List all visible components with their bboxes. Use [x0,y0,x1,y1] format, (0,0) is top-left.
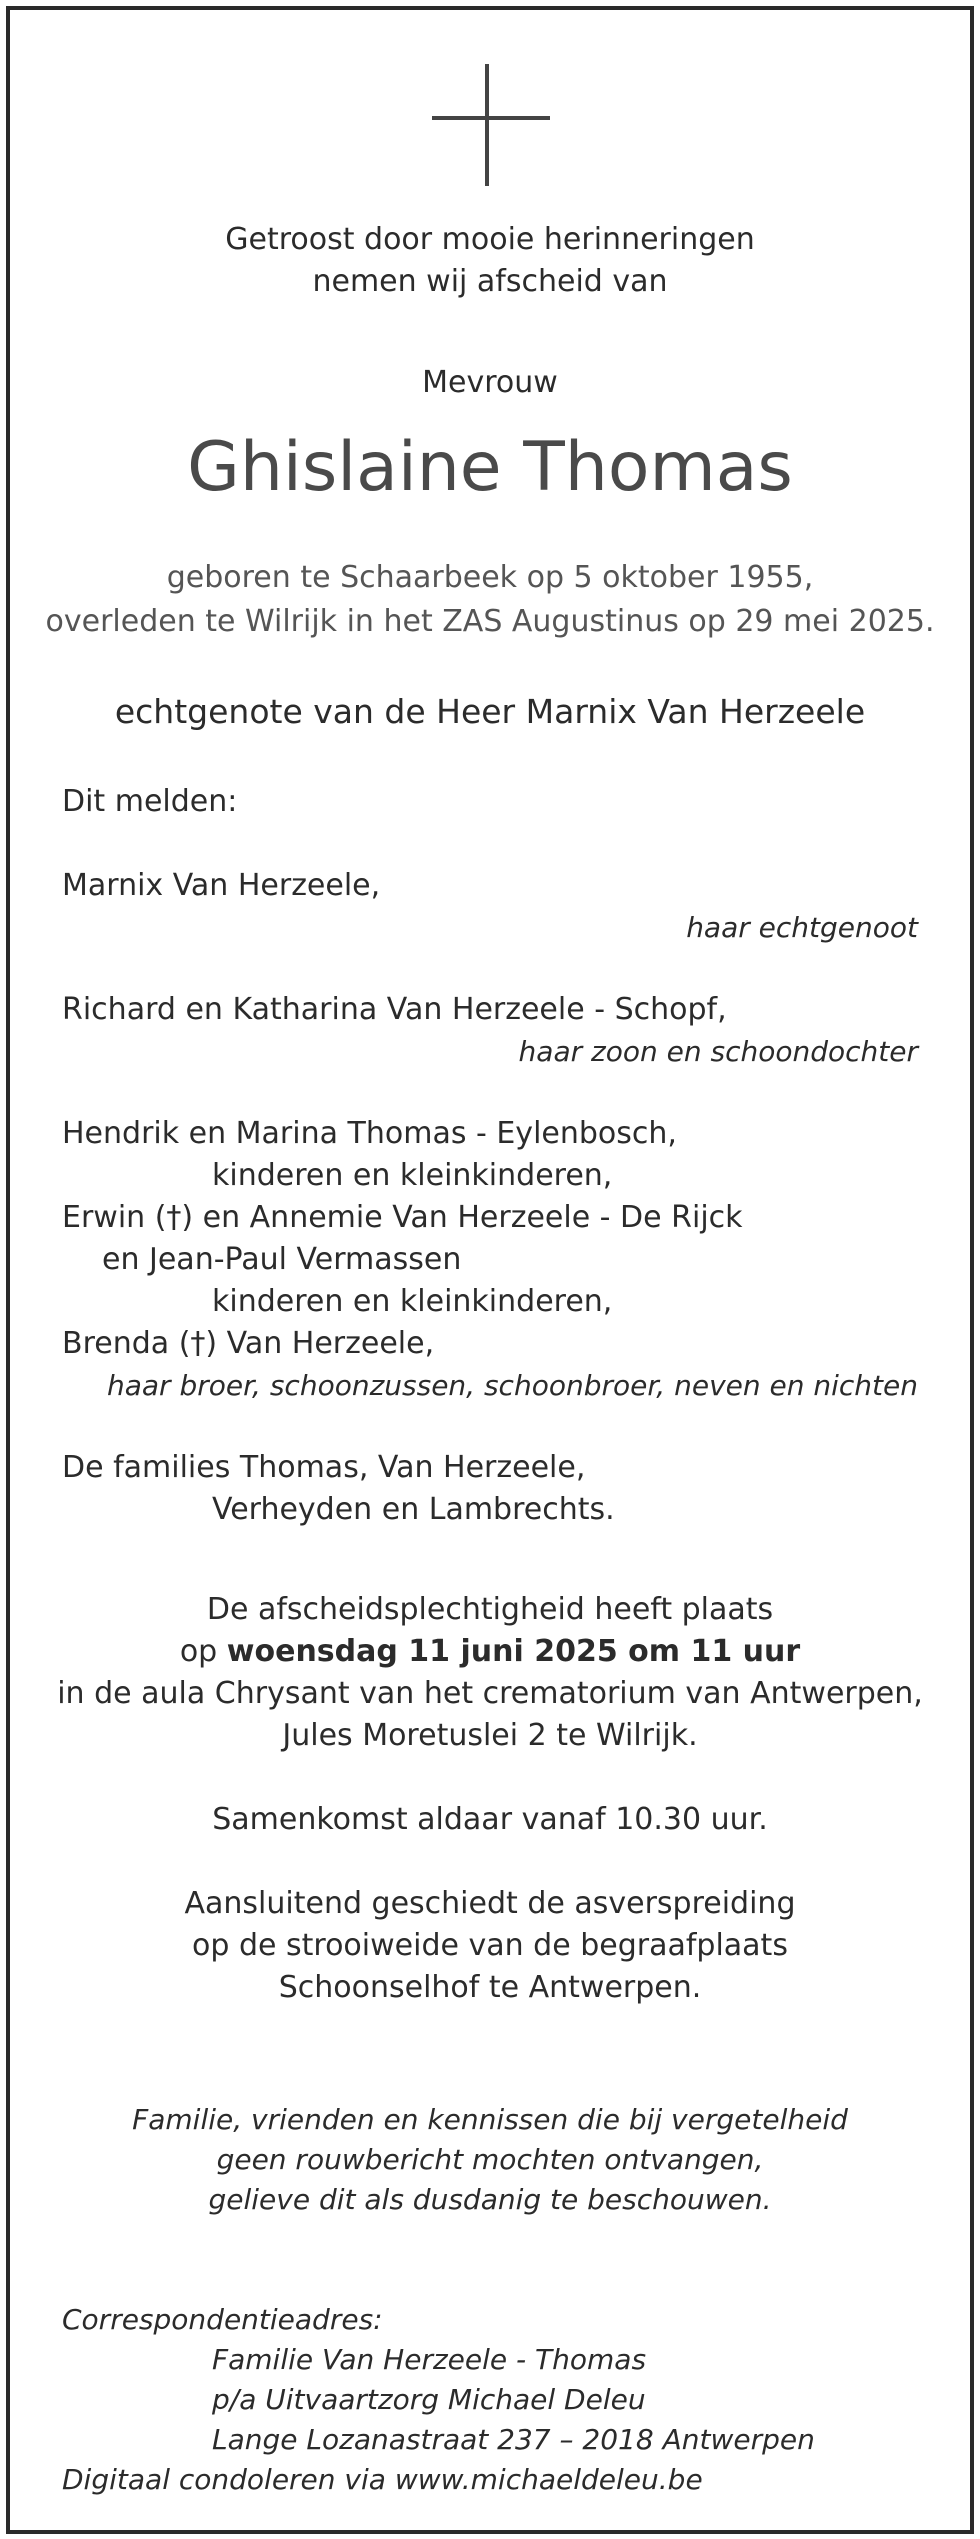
intro-line-1: Getroost door mooie herinneringen [225,222,755,257]
announce-text: Dit melden: [62,784,238,819]
scattering-line-1: Aansluitend geschiedt de asverspreiding [184,1886,796,1921]
notice-line-3: gelieve dit als dusdanig te beschouwen. [208,2183,772,2216]
siblings-role: haar broer, schoonzussen, schoonbroer, neven en nichten [106,1369,918,1402]
son-name: Richard en Katharina Van Herzeele - Schopf, [62,992,727,1027]
sibling-2: Erwin (†) en Annemie Van Herzeele - De Rijck [62,1200,743,1235]
scattering-line-2: op de strooiweide van de begraafplaats [192,1928,788,1963]
spouse-line: echtgenote van de Heer Marnix Van Herzeele [114,692,866,731]
deceased-name: Ghislaine Thomas [187,428,793,507]
birth-line-1: geboren te Schaarbeek op 5 oktober 1955, [166,560,814,595]
notice-line-2: geen rouwbericht mochten ontvangen, [216,2143,764,2176]
ceremony-line-1: De afscheidsplechtigheid heeft plaats [206,1592,774,1627]
sibling-2-cont: en Jean-Paul Vermassen [102,1242,462,1277]
ceremony-line-3: in de aula Chrysant van het crematorium van Antwerpen, [57,1676,923,1711]
sibling-2-kids: kinderen en kleinkinderen, [212,1284,613,1319]
families-line-1: De families Thomas, Van Herzeele, [62,1450,586,1485]
condolence-link[interactable]: Digitaal condoleren via www.michaeldeleu.be [62,2463,703,2496]
sibling-1-kids: kinderen en kleinkinderen, [212,1158,613,1193]
obituary-card [6,6,974,2534]
title-prefix: Mevrouw [422,365,558,400]
correspondence-label: Correspondentieadres: [62,2303,383,2336]
notice-line-1: Familie, vrienden en kennissen die bij vergetelheid [132,2103,848,2136]
scattering-line-3: Schoonselhof te Antwerpen. [278,1970,702,2005]
ceremony-line-4: Jules Moretuslei 2 te Wilrijk. [282,1718,698,1753]
son-role: haar zoon en schoondochter [518,1035,918,1068]
correspondence-line-3: Lange Lozanastraat 237 – 2018 Antwerpen [212,2423,815,2456]
birth-line-2: overleden te Wilrijk in het ZAS Augustinus op 29 mei 2025. [45,604,935,639]
gathering-line: Samenkomst aldaar vanaf 10.30 uur. [212,1802,768,1837]
families-line-2: Verheyden en Lambrechts. [212,1492,615,1527]
ceremony-line-2: op woensdag 11 juni 2025 om 11 uur [179,1634,801,1669]
correspondence-line-2: p/a Uitvaartzorg Michael Deleu [212,2383,646,2416]
husband-role: haar echtgenoot [686,911,918,944]
intro-line-2: nemen wij afscheid van [312,264,668,299]
correspondence-line-1: Familie Van Herzeele - Thomas [212,2343,647,2376]
sibling-1: Hendrik en Marina Thomas - Eylenbosch, [62,1116,677,1151]
sibling-3: Brenda (†) Van Herzeele, [62,1326,435,1361]
ceremony-date: woensdag 11 juni 2025 om 11 uur [226,1634,801,1669]
husband-name: Marnix Van Herzeele, [62,868,381,903]
